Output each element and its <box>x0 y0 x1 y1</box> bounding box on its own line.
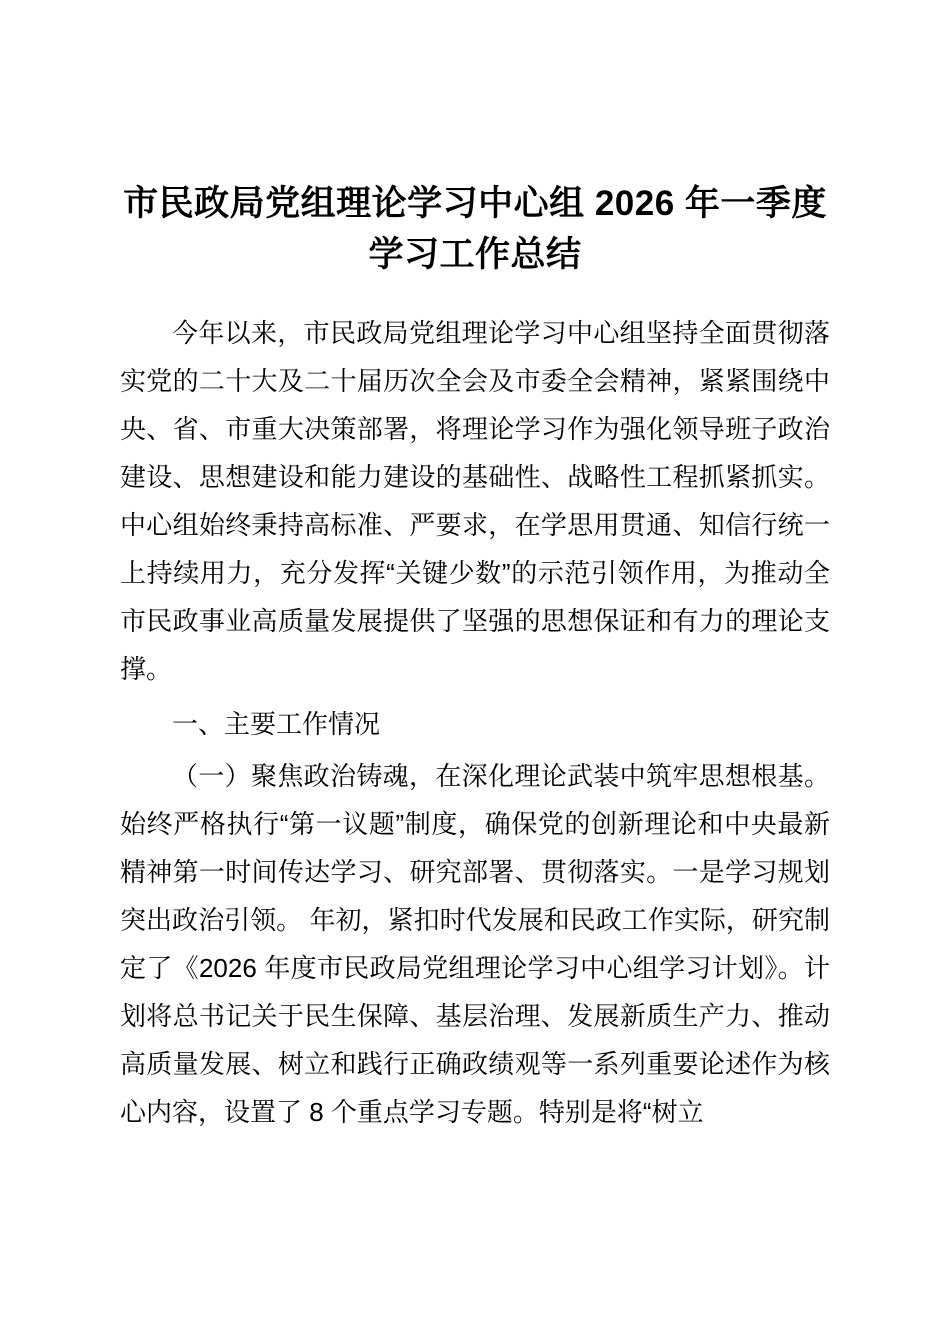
paragraph-section-one: （一）聚焦政治铸魂，在深化理论武装中筑牢思想根基。始终严格执行“第一议题”制度，确保党的创新理论和中央最新精神第一时间传达学习、研究部署、贯彻落实。一是学习规划突出政治引领。 年初，紧扣时代发展和民政工作实际，研究制定了《2026 年度市民政局党组理论学习中心组学习计划》。计划将总书记关于民生保障、基层治理、发展新质生产力、推动高质量发展、树立和践行正确政绩观等一系列重要论述作为核心内容，设置了 8 个重点学习专题。特别是将“树立 <box>120 761 830 1127</box>
document-title: 市民政局党组理论学习中心组 2026 年一季度学习工作总结 <box>123 184 827 274</box>
section-heading-main-work: 一、主要工作情况 <box>172 709 381 739</box>
paragraph-intro: 今年以来，市民政局党组理论学习中心组坚持全面贯彻落实党的二十大及二十届历次全会及市委全会精神，紧紧围绕中央、省、市重大决策部署，将理论学习作为强化领导班子政治建设、思想建设和能力建设的基础性、战略性工程抓紧抓实。中心组始终秉持高标准、严要求，在学思用贯通、知信行统一上持续用力，充分发挥“关键少数”的示范引领作用，为推动全市民政事业高质量发展提供了坚强的思想保证和有力的理论支撑。 <box>120 318 830 684</box>
